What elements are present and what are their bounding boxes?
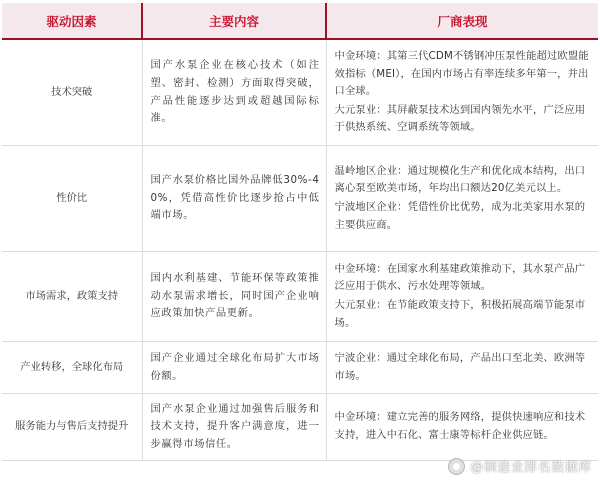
performance-paragraph: 宁波地区企业：凭借性价比优势，成为北美家用水泵的主要供应商。 bbox=[334, 201, 586, 231]
performance-cell bbox=[326, 342, 598, 394]
factor-cell: 产业转移，全球化布局 bbox=[2, 342, 142, 394]
circle-logo-icon bbox=[448, 458, 465, 475]
factor-cell: 服务能力与售后支持提升 bbox=[2, 394, 142, 461]
performance-paragraph: 大元泵业：在节能政策支持下，积极拓展高端节能泵市场。 bbox=[334, 299, 586, 329]
performance-paragraph: 宁波企业：通过全球化布局，产品出口至北美、欧洲等市场。 bbox=[334, 351, 586, 382]
table-row bbox=[2, 342, 598, 394]
content-cell: 国产水泵企业通过加强售后服务和技术支持，提升客户满意度，进一步赢得市场信任。 bbox=[142, 394, 326, 461]
content-cell: 国内水利基建、节能环保等政策推动水泵需求增长，同时国产企业响应政策加快产品更新。 bbox=[142, 252, 326, 342]
performance-paragraph: 大元泵业：其屏蔽泵技术达到国内领先水平，广泛应用于供热系统、空调系统等领域。 bbox=[334, 103, 586, 134]
performance-paragraph: 中金环境：在国家水利基建政策推动下，其水泵产品广泛应用于供水、污水处理等领域。 bbox=[334, 262, 586, 293]
watermark bbox=[448, 457, 592, 475]
performance-paragraph: 中金环境：建立完善的服务网络，提供快速响应和技术支持，进入中石化、富士康等标杆企业供应链。 bbox=[334, 411, 586, 441]
drivers-table bbox=[2, 3, 598, 461]
content-cell: 国产企业通过全球化布局扩大市场份额。 bbox=[142, 342, 326, 394]
table-row bbox=[2, 394, 598, 461]
watermark-text: @制造业排名数据库 bbox=[470, 459, 592, 474]
performance-cell bbox=[326, 394, 598, 461]
table-row bbox=[2, 39, 598, 146]
table-row bbox=[2, 252, 598, 342]
header-driver-factor: 驱动因素 bbox=[2, 3, 142, 39]
performance-paragraph: 温岭地区企业：通过规模化生产和优化成本结构，出口离心泵至欧美市场，年均出口额达20亿美元以上。 bbox=[334, 164, 586, 195]
table-row bbox=[2, 146, 598, 252]
performance-cell bbox=[326, 39, 598, 146]
performance-paragraph: 中金环境：其第三代CDM不锈钢冲压泵性能超过欧盟能效指标（MEI），在国内市场占有率连续多年第一，并出口全球。 bbox=[334, 50, 589, 98]
performance-cell bbox=[326, 252, 598, 342]
header-main-content: 主要内容 bbox=[142, 3, 326, 39]
factor-cell: 市场需求，政策支持 bbox=[2, 252, 142, 342]
header-vendor-performance: 厂商表现 bbox=[326, 3, 598, 39]
factor-cell: 技术突破 bbox=[2, 39, 142, 146]
performance-cell bbox=[326, 146, 598, 252]
factor-cell: 性价比 bbox=[2, 146, 142, 252]
content-cell: 国产水泵企业在核心技术（如注塑、密封、检测）方面取得突破，产品性能逐步达到或超越国际标准。 bbox=[142, 39, 326, 146]
content-cell: 国产水泵价格比国外品牌低30%-40%，凭借高性价比逐步抢占中低端市场。 bbox=[142, 146, 326, 252]
table-header-row bbox=[2, 3, 598, 39]
